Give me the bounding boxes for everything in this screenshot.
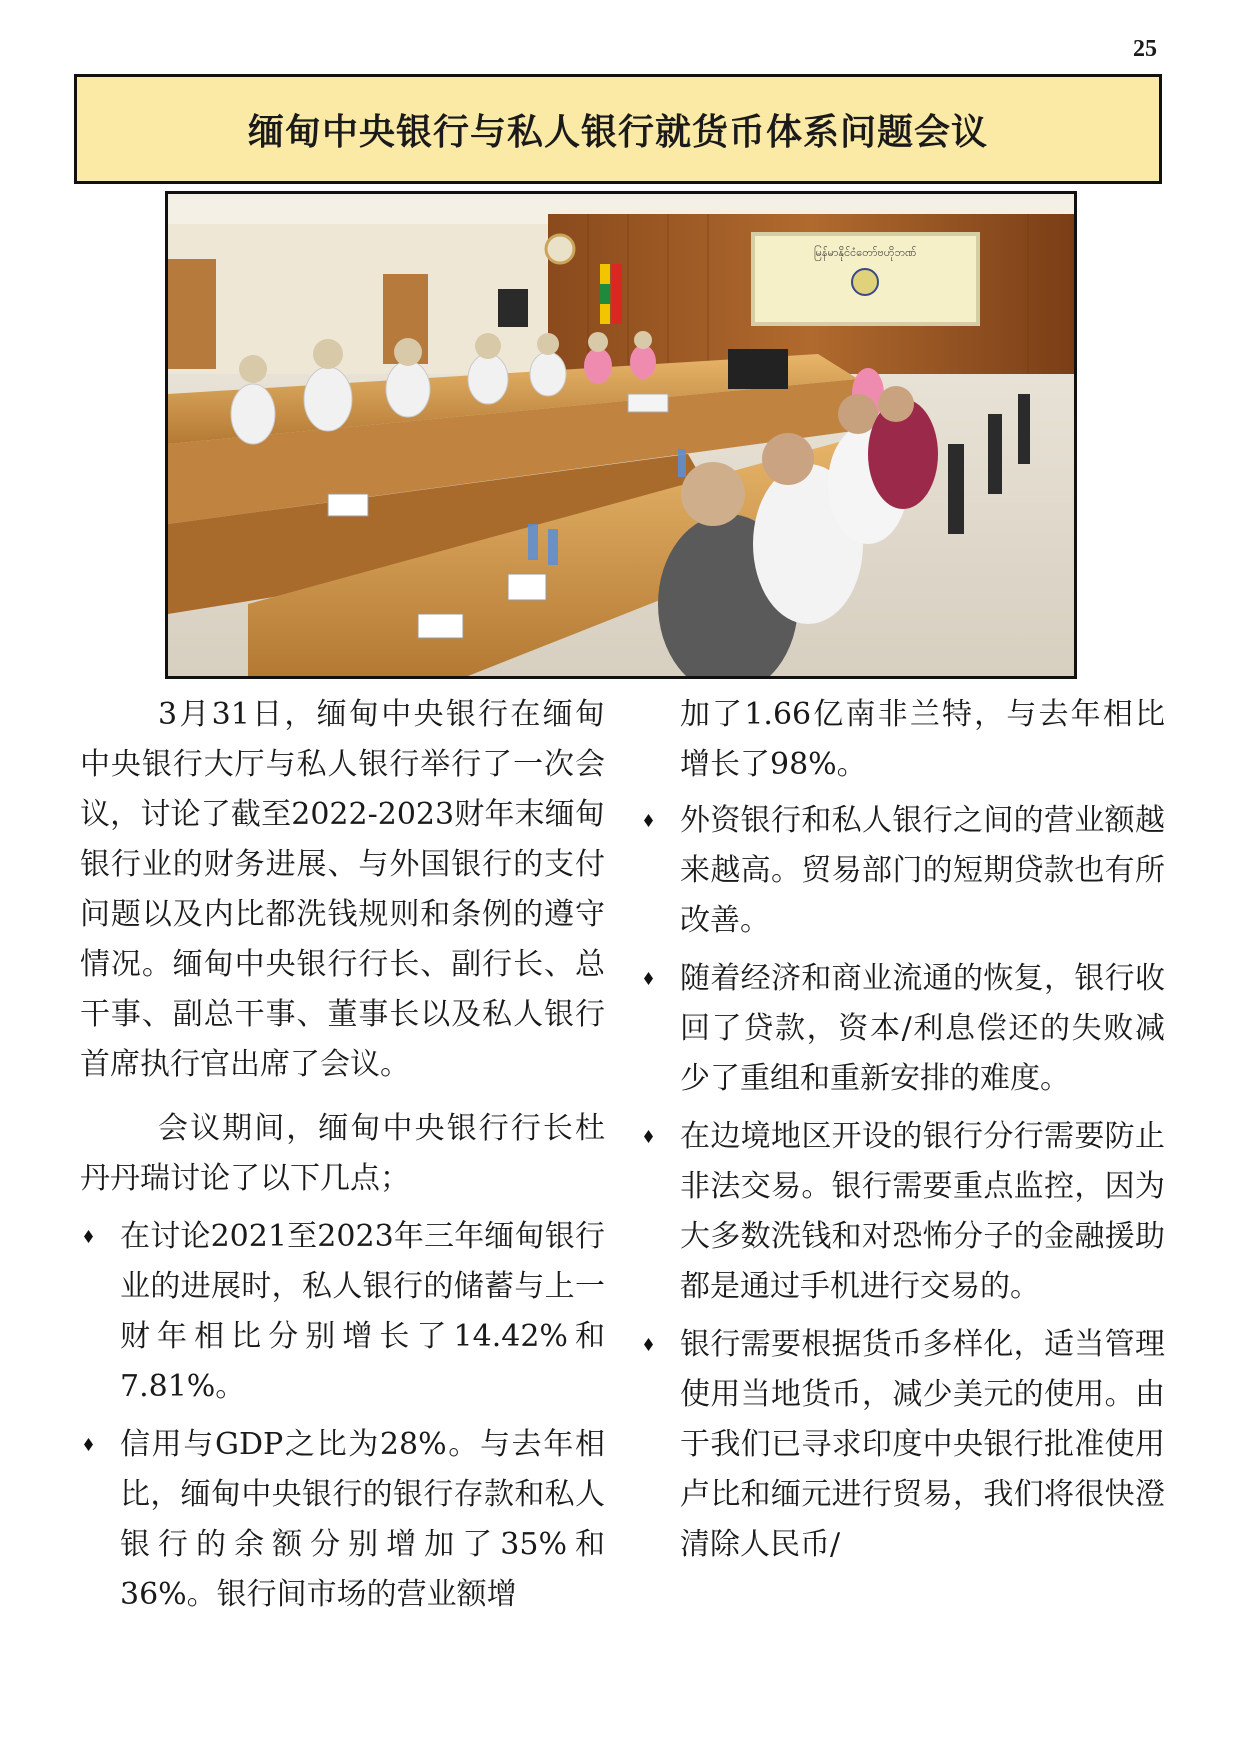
continued-text: 加了1.66亿南非兰特，与去年相比增长了98%。 xyxy=(680,697,1165,782)
article-title: 缅甸中央银行与私人银行就货币体系问题会议 xyxy=(247,110,988,153)
left-column xyxy=(80,690,605,1628)
screen-caption: မြန်မာနိုင်ငံတော်ဗဟိုဘဏ် xyxy=(813,246,917,259)
page-number: 25 xyxy=(1133,36,1157,62)
diamond-bullet-icon xyxy=(644,972,653,985)
bullet-text: 在边境地区开设的银行分行需要防止非法交易。银行需要重点监控，因为大多数洗钱和对恐怖分子的金融援助都是通过手机进行交易的。 xyxy=(680,1119,1165,1304)
bullet-text: 信用与GDP之比为28%。与去年相比，缅甸中央银行的银行存款和私人银行的余额分别增加了35%和36%。银行间市场的营业额增 xyxy=(120,1427,605,1612)
diamond-bullet-icon xyxy=(644,1338,653,1351)
bullet-text: 随着经济和商业流通的恢复，银行收回了贷款，资本/利息偿还的失败减少了重组和重新安排的难度。 xyxy=(680,961,1165,1096)
discussion-paragraph: 会议期间，缅甸中央银行行长杜丹丹瑞讨论了以下几点； xyxy=(80,1111,605,1196)
right-bullet-list xyxy=(640,796,1165,1570)
list-item xyxy=(640,796,1165,946)
left-bullet-list xyxy=(80,1212,605,1620)
bullet-text: 在讨论2021至2023年三年缅甸银行业的进展时，私人银行的储蓄与上一财年相比分别增长了14.42%和7.81%。 xyxy=(120,1219,605,1404)
list-item xyxy=(640,1112,1165,1312)
diamond-bullet-icon xyxy=(644,1130,653,1143)
diamond-bullet-icon xyxy=(84,1438,93,1451)
bullet-text: 外资银行和私人银行之间的营业额越来越高。贸易部门的短期贷款也有所改善。 xyxy=(680,803,1165,938)
bullet-text: 银行需要根据货币多样化，适当管理使用当地货币，减少美元的使用。由于我们已寻求印度中央银行批准使用卢比和缅元进行贸易，我们将很快澄清除人民币/ xyxy=(680,1327,1165,1562)
intro-paragraph: 3月31日，缅甸中央银行在缅甸中央银行大厅与私人银行举行了一次会议，讨论了截至2022-2023财年末缅甸银行业的财务进展、与外国银行的支付问题以及内比都洗钱规则和条例的遵守情况。缅甸中央银行行长、副行长、总干事、副总干事、董事长以及私人银行首席执行官出席了会议。 xyxy=(80,697,605,1082)
title-box xyxy=(74,74,1162,184)
diamond-bullet-icon xyxy=(644,814,653,827)
list-item xyxy=(80,1420,605,1620)
right-column xyxy=(640,690,1165,1578)
list-item xyxy=(640,954,1165,1104)
list-item xyxy=(640,1320,1165,1570)
diamond-bullet-icon xyxy=(84,1230,93,1243)
list-item xyxy=(80,1212,605,1412)
meeting-photo xyxy=(165,191,1077,679)
